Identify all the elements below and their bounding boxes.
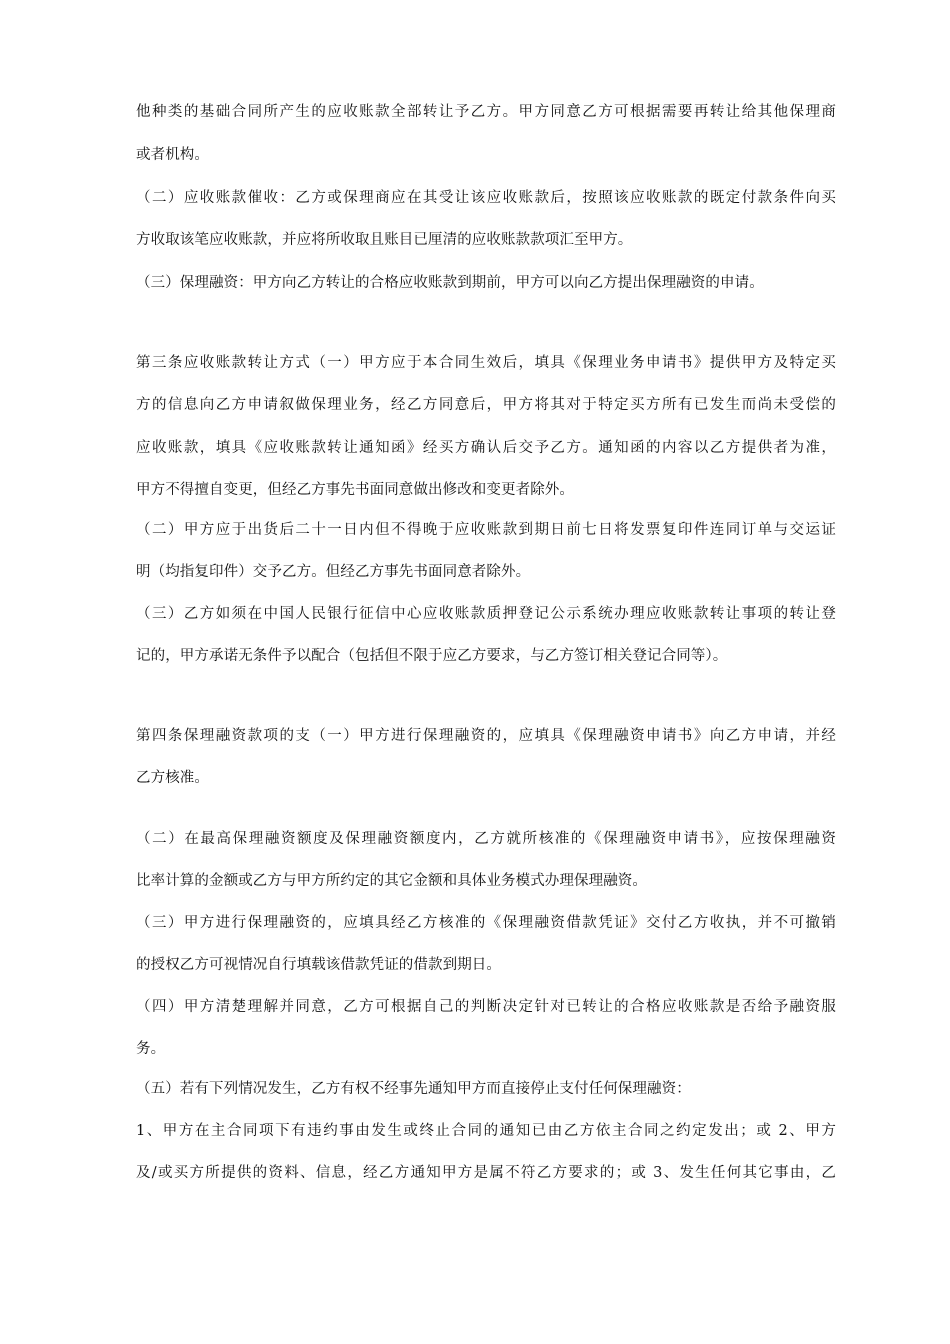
text-line: （四）甲方清楚理解并同意，乙方可根据自己的判断决定针对已转让的合格应收账款是否给予融资服 <box>136 999 836 1015</box>
text-line: 他种类的基础合同所产生的应收账款全部转让予乙方。甲方同意乙方可根据需要再转让给其他保理商 <box>136 104 836 120</box>
text-line: 乙方核准。 <box>136 770 209 786</box>
text-line: 务。 <box>136 1041 166 1057</box>
text-line: （三）乙方如须在中国人民银行征信中心应收账款质押登记公示系统办理应收账款转让事项的转让登 <box>136 606 836 622</box>
text-line: 第四条保理融资款项的支（一）甲方进行保理融资的，应填具《保理融资申请书》向乙方申请，并经 <box>136 728 836 744</box>
text-line: （五）若有下列情况发生，乙方有权不经事先通知甲方而直接停止支付任何保理融资： <box>136 1081 691 1097</box>
text-line: （三）甲方进行保理融资的，应填具经乙方核准的《保理融资借款凭证》交付乙方收执，并不可撤销 <box>136 915 836 931</box>
text-line: 或者机构。 <box>136 147 209 163</box>
text-line: 明（均指复印件）交予乙方。但经乙方事先书面同意者除外。 <box>136 564 531 580</box>
text-line: 方的信息向乙方申请叙做保理业务，经乙方同意后，甲方将其对于特定买方所有已发生而尚未受偿的 <box>136 397 836 413</box>
text-line: 第三条应收账款转让方式（一）甲方应于本合同生效后，填具《保理业务申请书》提供甲方及特定买 <box>136 355 836 371</box>
text-line: （二）甲方应于出货后二十一日内但不得晚于应收账款到期日前七日将发票复印件连同订单与交运证 <box>136 522 836 538</box>
text-line: （二）在最高保理融资额度及保理融资额度内，乙方就所核准的《保理融资申请书》，应按保理融资 <box>136 831 836 847</box>
text-line: 甲方不得擅自变更，但经乙方事先书面同意做出修改和变更者除外。 <box>136 482 574 498</box>
text-line: （三）保理融资：甲方向乙方转让的合格应收账款到期前，甲方可以向乙方提出保理融资的申请。 <box>136 275 764 291</box>
text-line: 记的，甲方承诺无条件予以配合（包括但不限于应乙方要求，与乙方签订相关登记合同等）。 <box>136 648 728 664</box>
text-line: 比率计算的金额或乙方与甲方所约定的其它金额和具体业务模式办理保理融资。 <box>136 873 647 889</box>
text-line: 及/或买方所提供的资料、信息，经乙方通知甲方是属不符乙方要求的；或 3、发生任何其它事由，乙 <box>136 1165 836 1181</box>
text-line: 方收取该笔应收账款，并应将所收取且账目已厘清的应收账款款项汇至甲方。 <box>136 232 633 248</box>
text-line: 的授权乙方可视情况自行填载该借款凭证的借款到期日。 <box>136 957 501 973</box>
text-line: 1、甲方在主合同项下有违约事由发生或终止合同的通知已由乙方依主合同之约定发出；或 2、甲方 <box>136 1123 836 1139</box>
text-line: （二）应收账款催收：乙方或保理商应在其受让该应收账款后，按照该应收账款的既定付款条件向买 <box>136 190 836 206</box>
text-line: 应收账款，填具《应收账款转让通知函》经买方确认后交予乙方。通知函的内容以乙方提供者为准， <box>136 440 836 456</box>
